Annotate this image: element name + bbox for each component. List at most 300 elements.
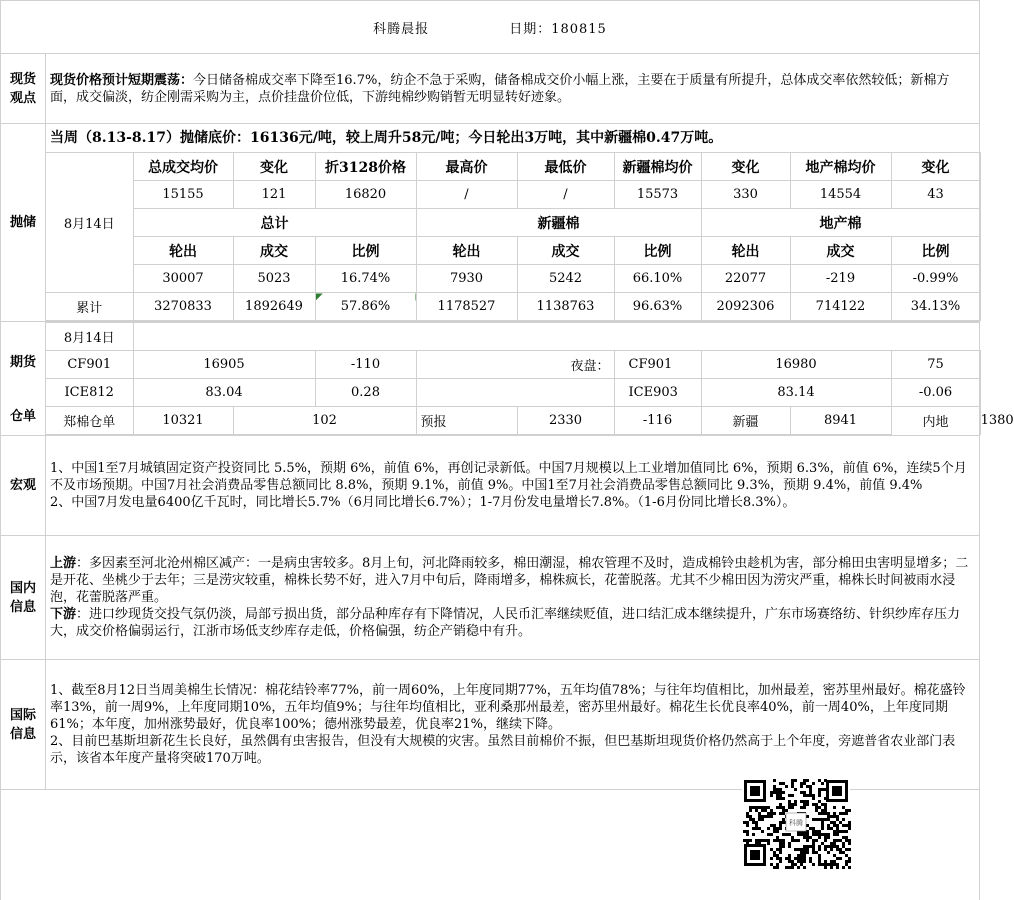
qr-module: [821, 827, 824, 830]
qr-module: [821, 821, 824, 824]
qr-module: [791, 863, 794, 866]
qr-module: [752, 806, 755, 809]
qr-module: [824, 803, 827, 806]
qr-module: [848, 860, 851, 863]
qr-module: [812, 839, 815, 842]
sub-header: 轮出: [133, 237, 233, 265]
qr-module: [806, 794, 809, 797]
qr-module: [749, 815, 752, 818]
qr-module: [794, 857, 797, 860]
qr-module: [788, 833, 791, 836]
qr-module: [842, 836, 845, 839]
qr-module: [827, 863, 830, 866]
qr-module: [806, 824, 809, 827]
qr-module: [812, 782, 815, 785]
qr-module: [764, 839, 767, 842]
qr-module: [743, 830, 746, 833]
cumulative-value: 96.63%: [614, 293, 701, 321]
futures-contract: ICE812: [46, 379, 133, 407]
domestic-label: 国内信息: [1, 536, 46, 660]
qr-module: [848, 824, 851, 827]
qr-module: [773, 791, 776, 794]
price-value: /: [416, 181, 517, 209]
qr-module: [830, 821, 833, 824]
qr-module: [821, 818, 824, 821]
qr-module: [800, 785, 803, 788]
qr-module: [749, 809, 752, 812]
group-header-total: 总计: [133, 209, 416, 237]
qr-module: [845, 863, 848, 866]
qr-module: [800, 848, 803, 851]
qr-module: [785, 809, 788, 812]
qr-module: [779, 794, 782, 797]
qr-module: [782, 812, 785, 815]
qr-module: [776, 836, 779, 839]
price-header: 地产棉均价: [790, 153, 891, 181]
sub-header: 轮出: [701, 237, 790, 265]
qr-module: [839, 812, 842, 815]
qr-module: [782, 833, 785, 836]
qr-module: [773, 854, 776, 857]
spot-text: 今日储备棉成交率下降至16.7%，纺企不急于采购，储备棉成交价小幅上涨，主要在于质量有所提升，总体成交率依然较低；新棉方面，成交偏淡，纺企刚需采购为主，点价挂盘价位低，下游纯棉纱购销暂无明显转好迹象。: [50, 72, 950, 105]
qr-module: [809, 836, 812, 839]
qr-module: [746, 812, 749, 815]
night-change: -0.06: [891, 379, 980, 407]
today-value: 22077: [701, 265, 790, 293]
qr-module: [812, 845, 815, 848]
qr-module: [812, 794, 815, 797]
qr-module: [761, 818, 764, 821]
qr-module: [749, 839, 752, 842]
inland-label: 内地: [891, 407, 980, 435]
qr-module: [797, 848, 800, 851]
qr-module: [848, 809, 851, 812]
qr-module: [776, 827, 779, 830]
qr-module: [797, 854, 800, 857]
qr-module: [839, 851, 842, 854]
qr-module: [773, 827, 776, 830]
qr-module: [815, 830, 818, 833]
qr-module: [803, 779, 806, 782]
qr-module: [770, 824, 773, 827]
cumulative-value: 1892649: [233, 293, 315, 321]
cumulative-label: 累计: [46, 293, 133, 321]
qr-module: [785, 833, 788, 836]
qr-module: [809, 788, 812, 791]
futures-price: 16905: [133, 351, 315, 379]
qr-module: [794, 800, 797, 803]
qr-module: [779, 797, 782, 800]
qr-module: [806, 803, 809, 806]
price-header: 变化: [233, 153, 315, 181]
qr-module: [761, 809, 764, 812]
report-name: 科腾晨报: [373, 21, 430, 37]
group-header-local: 地产棉: [701, 209, 980, 237]
qr-module: [836, 818, 839, 821]
downstream-text: ：进口纱现货交投气氛仍淡，局部亏损出货，部分品种库存有下降情况，人民币汇率继续贬值，进口结汇成本继续提升，广东市场赛络纺、针织纱库存压力大，成交价格偏弱运行，江浙市场低支纱库存走低，价格偏强，纺企产销稳中有升。: [50, 607, 961, 639]
qr-module: [812, 842, 815, 845]
qr-module: [839, 857, 842, 860]
qr-module: [785, 866, 788, 869]
qr-module: [794, 839, 797, 842]
qr-module: [803, 845, 806, 848]
qr-module: [812, 848, 815, 851]
today-value: 66.10%: [614, 265, 701, 293]
qr-logo-text: 科腾: [789, 819, 803, 827]
qr-module: [818, 791, 821, 794]
qr-module: [830, 845, 833, 848]
qr-module: [755, 809, 758, 812]
night-change: 75: [891, 351, 980, 379]
qr-module: [776, 866, 779, 869]
qr-module: [806, 779, 809, 782]
qr-module: [818, 848, 821, 851]
qr-module: [845, 860, 848, 863]
qr-module: [800, 854, 803, 857]
futures-warehouse-label: [1, 322, 46, 436]
qr-module: [779, 851, 782, 854]
qr-module: [818, 836, 821, 839]
sub-header: 轮出: [416, 237, 517, 265]
night-price: 83.14: [701, 379, 891, 407]
qr-module: [803, 803, 806, 806]
qr-module: [776, 848, 779, 851]
qr-module: [776, 854, 779, 857]
qr-module: [821, 863, 824, 866]
qr-module: [818, 854, 821, 857]
qr-module: [806, 839, 809, 842]
qr-module: [848, 848, 851, 851]
qr-module: [842, 806, 845, 809]
futures-label: 期货: [9, 355, 36, 370]
qr-module: [746, 815, 749, 818]
qr-module: [803, 851, 806, 854]
qr-module: [794, 848, 797, 851]
qr-module: [803, 866, 806, 869]
forecast-value: 2330: [517, 407, 614, 435]
qr-module: [818, 794, 821, 797]
auction-label: 抛储: [1, 124, 46, 322]
qr-module: [776, 788, 779, 791]
qr-module: [782, 818, 785, 821]
today-value: 30007: [133, 265, 233, 293]
qr-module: [770, 815, 773, 818]
warehouse-change: 102: [233, 407, 416, 435]
qr-module: [773, 812, 776, 815]
qr-module: [773, 788, 776, 791]
qr-module: [770, 794, 773, 797]
qr-module: [779, 842, 782, 845]
qr-module: [845, 809, 848, 812]
qr-module: [833, 845, 836, 848]
qr-module: [806, 833, 809, 836]
qr-module: [791, 839, 794, 842]
qr-module: [797, 857, 800, 860]
qr-module: [761, 806, 764, 809]
qr-module: [761, 815, 764, 818]
qr-module: [818, 779, 821, 782]
qr-module: [797, 866, 800, 869]
qr-module: [803, 806, 806, 809]
night-contract: CF901: [614, 351, 701, 379]
qr-module: [830, 860, 833, 863]
spot-content: [46, 54, 980, 124]
night-session-label: 夜盘：: [416, 351, 614, 379]
qr-module: [758, 818, 761, 821]
qr-module: [827, 812, 830, 815]
qr-module: [818, 788, 821, 791]
xinjiang-label: 新疆: [701, 407, 790, 435]
qr-module: [803, 857, 806, 860]
cumulative-value: 1138763: [517, 293, 614, 321]
night-contract: ICE903: [614, 379, 701, 407]
qr-module: [848, 842, 851, 845]
qr-module: [827, 845, 830, 848]
qr-module: [824, 836, 827, 839]
qr-module: [827, 851, 830, 854]
qr-module: [779, 806, 782, 809]
today-value: -219: [790, 265, 891, 293]
qr-module: [779, 827, 782, 830]
qr-module: [776, 791, 779, 794]
qr-module: [770, 848, 773, 851]
qr-module: [830, 842, 833, 845]
qr-module: [779, 848, 782, 851]
cumulative-value: 3270833: [133, 293, 233, 321]
qr-module: [776, 830, 779, 833]
qr-module: [791, 782, 794, 785]
qr-module: [782, 821, 785, 824]
qr-module: [815, 806, 818, 809]
qr-module: [779, 803, 782, 806]
cumulative-value: 34.13%: [891, 293, 980, 321]
qr-module: [797, 839, 800, 842]
qr-module: [782, 806, 785, 809]
price-header: 变化: [891, 153, 980, 181]
qr-module: [845, 836, 848, 839]
qr-module: [842, 845, 845, 848]
qr-module: [755, 827, 758, 830]
qr-module: [839, 848, 842, 851]
today-value: 7930: [416, 265, 517, 293]
qr-module: [776, 839, 779, 842]
qr-module: [833, 860, 836, 863]
qr-module: [779, 860, 782, 863]
qr-module: [848, 857, 851, 860]
report-date: 日期：180815: [509, 21, 607, 37]
qr-module: [752, 827, 755, 830]
qr-module: [788, 845, 791, 848]
macro-line-1: 1、中国1至7月城镇固定资产投资同比 5.5%，预期 6%，前值 6%，再创记录新低。中国7月规模以上工业增加值同比 6%，预期 6.3%，前值 6%，连续5个月不及市场预期。中国7月社会消费品零售总额同比 8.8%，预期 9.1%，前值 9%。中国1至7月社会消费品零售总额同比 9.3%，预期 9.4%，前值 9.4%: [50, 461, 967, 493]
qr-module: [818, 857, 821, 860]
qr-module: [743, 839, 746, 842]
qr-module: [836, 863, 839, 866]
sub-header: 成交: [517, 237, 614, 265]
qr-module: [833, 839, 836, 842]
qr-module: [782, 845, 785, 848]
qr-module: [791, 779, 794, 782]
upstream-text: ：多因素至河北沧州棉区减产：一是病虫害较多。8月上旬，河北降雨较多，棉田潮湿，棉农管理不及时，造成棉铃虫趁机为害，部分棉田虫害明显增多；二是开花、坐桃少于去年；三是涝灾较重，棉株长势不好，进入7月中旬后，降雨增多，棉株疯长，花蕾脱落。尤其不少棉田因为涝灾严重，棉株长时间被雨水浸泡，花蕾脱落严重。: [50, 556, 969, 605]
qr-module: [797, 833, 800, 836]
qr-module: [827, 833, 830, 836]
qr-module: [845, 830, 848, 833]
qr-module: [773, 779, 776, 782]
qr-module: [767, 842, 770, 845]
qr-module: [830, 863, 833, 866]
qr-module: [761, 830, 764, 833]
price-value: 14554: [790, 181, 891, 209]
qr-module: [803, 794, 806, 797]
qr-module: [803, 860, 806, 863]
warehouse-name: 郑棉仓单: [46, 407, 133, 435]
qr-module: [833, 812, 836, 815]
qr-module: [782, 809, 785, 812]
qr-module: [758, 812, 761, 815]
qr-module: [788, 794, 791, 797]
qr-module: [845, 824, 848, 827]
qr-module: [815, 818, 818, 821]
cumulative-value: 57.86%: [315, 293, 416, 321]
spot-label: 现货观点: [1, 54, 46, 124]
qr-module: [836, 839, 839, 842]
qr-module: [821, 809, 824, 812]
qr-module: [812, 818, 815, 821]
qr-module: [746, 839, 749, 842]
qr-module: [746, 824, 749, 827]
qr-module: [773, 839, 776, 842]
qr-module: [779, 791, 782, 794]
price-value: 15155: [133, 181, 233, 209]
qr-module: [791, 860, 794, 863]
qr-module: [818, 818, 821, 821]
qr-module: [809, 845, 812, 848]
qr-module: [830, 827, 833, 830]
qr-module: [836, 866, 839, 869]
qr-module: [800, 851, 803, 854]
qr-module: [842, 824, 845, 827]
qr-module: [758, 806, 761, 809]
warehouse-value: 10321: [133, 407, 233, 435]
qr-module: [833, 824, 836, 827]
qr-module: [815, 803, 818, 806]
qr-module: [824, 818, 827, 821]
qr-module: [773, 851, 776, 854]
qr-module: [830, 848, 833, 851]
intl-label: 国际信息: [1, 660, 46, 790]
macro-line-2: 2、中国7月发电量6400亿千瓦时，同比增长5.7%（6月同比增长6.7%）；1-7月份发电量增长7.8%。（1-6月份同比增长8.3%）。: [50, 495, 796, 510]
qr-module: [818, 860, 821, 863]
qr-module: [758, 827, 761, 830]
qr-module: [833, 806, 836, 809]
qr-module: [842, 818, 845, 821]
qr-module: [788, 860, 791, 863]
qr-module: [764, 815, 767, 818]
qr-module: [836, 833, 839, 836]
qr-module: [755, 821, 758, 824]
futures-table: 8月14日 CF901 16905 -110 夜盘： CF901 16980 75 ICE812 83.04 0.28 ICE903 83.14 -0.06 郑棉仓单 10321 102 预报 2330 -116 新疆 8941 内地 1380: [46, 322, 981, 435]
qr-module: [779, 812, 782, 815]
qr-module: [815, 839, 818, 842]
qr-module: [818, 845, 821, 848]
today-value: 5023: [233, 265, 315, 293]
qr-module: [746, 821, 749, 824]
qr-module: [767, 815, 770, 818]
qr-module: [809, 827, 812, 830]
qr-module: [812, 797, 815, 800]
qr-module: [830, 815, 833, 818]
qr-module: [794, 788, 797, 791]
qr-module: [845, 854, 848, 857]
qr-module: [833, 821, 836, 824]
qr-module: [752, 821, 755, 824]
qr-module: [833, 830, 836, 833]
qr-module: [803, 782, 806, 785]
qr-module: [806, 845, 809, 848]
qr-module: [812, 863, 815, 866]
qr-module: [812, 851, 815, 854]
qr-module: [779, 845, 782, 848]
qr-module: [800, 860, 803, 863]
qr-module: [794, 779, 797, 782]
qr-module: [842, 842, 845, 845]
qr-module: [836, 824, 839, 827]
macro-content: [46, 436, 980, 536]
qr-module: [782, 839, 785, 842]
qr-module: [752, 833, 755, 836]
qr-module: [824, 848, 827, 851]
qr-module: [833, 842, 836, 845]
sub-header: 成交: [790, 237, 891, 265]
auction-table: [46, 152, 981, 321]
qr-module: [833, 833, 836, 836]
qr-module: [806, 848, 809, 851]
qr-module: [767, 839, 770, 842]
qr-module: [779, 839, 782, 842]
qr-module: [821, 842, 824, 845]
qr-module: [743, 821, 746, 824]
qr-module: [791, 803, 794, 806]
qr-module: [746, 830, 749, 833]
group-header-xinjiang: 新疆棉: [416, 209, 701, 237]
qr-module: [800, 833, 803, 836]
qr-module: [773, 824, 776, 827]
qr-module: [770, 791, 773, 794]
qr-module: [824, 845, 827, 848]
qr-module: [824, 812, 827, 815]
qr-module: [791, 866, 794, 869]
qr-module: [824, 809, 827, 812]
qr-module: [752, 818, 755, 821]
qr-module: [803, 854, 806, 857]
qr-module: [776, 797, 779, 800]
qr-module: [800, 782, 803, 785]
qr-module: [797, 860, 800, 863]
downstream-label: 下游: [50, 607, 77, 622]
qr-module: [779, 782, 782, 785]
qr-module: [824, 839, 827, 842]
qr-module: [818, 833, 821, 836]
qr-module: [836, 830, 839, 833]
qr-module: [818, 806, 821, 809]
qr-module: [779, 824, 782, 827]
qr-module: [818, 830, 821, 833]
qr-module: [779, 857, 782, 860]
qr-module: [788, 842, 791, 845]
qr-module: [830, 866, 833, 869]
qr-module: [821, 782, 824, 785]
qr-module: [821, 833, 824, 836]
qr-module: [782, 797, 785, 800]
